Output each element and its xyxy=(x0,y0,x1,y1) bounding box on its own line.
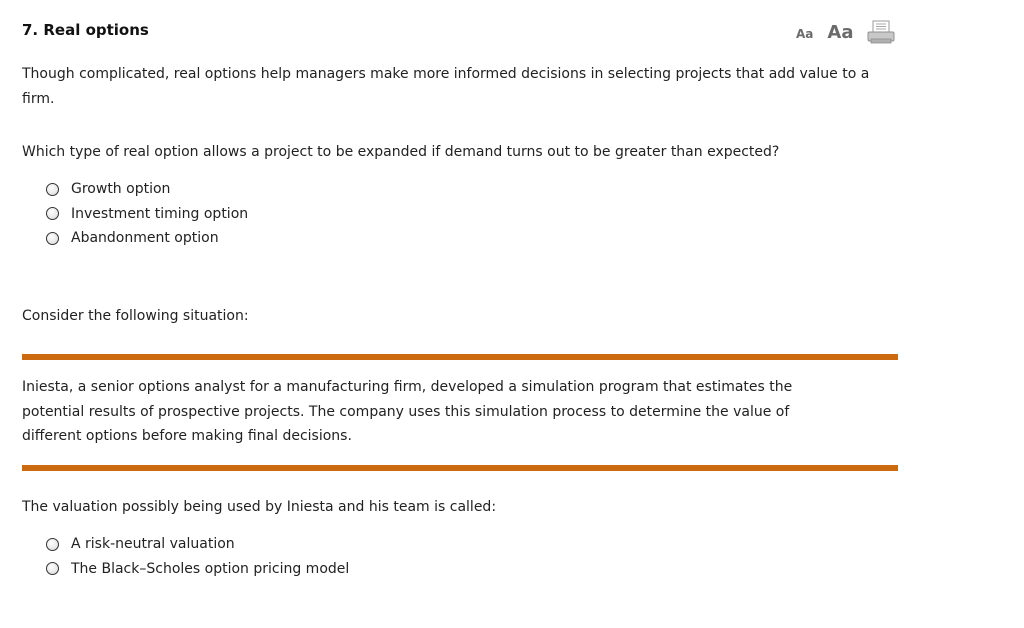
radio-button[interactable] xyxy=(46,538,59,551)
radio-button[interactable] xyxy=(46,562,59,575)
option-black-scholes[interactable] xyxy=(46,557,349,582)
option-label: Abandonment option xyxy=(71,230,219,247)
part2-prompt: The valuation possibly being used by Iniesta and his team is called: xyxy=(22,499,497,515)
situation-text: Iniesta, a senior options analyst for a manufacturing firm, developed a simulation program that estimates the potential results of prospective projects. The company uses this simulation process to determine the value of different options before making final decisions. xyxy=(22,379,793,444)
option-growth[interactable] xyxy=(46,177,248,202)
part1-options xyxy=(46,177,248,251)
font-size-increase-button[interactable]: Aa xyxy=(827,21,854,43)
question-title: 7. Real options xyxy=(22,21,149,39)
situation-lead: Consider the following situation: xyxy=(22,308,249,324)
option-label: Investment timing option xyxy=(71,205,249,222)
divider-top xyxy=(22,354,898,360)
option-investment-timing[interactable] xyxy=(46,202,248,227)
option-label: Growth option xyxy=(71,181,171,198)
toolbar xyxy=(796,18,895,46)
radio-button[interactable] xyxy=(46,183,59,196)
option-risk-neutral[interactable] xyxy=(46,532,349,557)
print-icon[interactable] xyxy=(867,20,895,44)
option-label: The Black–Scholes option pricing model xyxy=(71,560,350,577)
option-label: A risk-neutral valuation xyxy=(71,536,235,553)
font-size-decrease-button[interactable]: Aa xyxy=(796,27,814,41)
part1-prompt: Which type of real option allows a project to be expanded if demand turns out to be greater than expected? xyxy=(22,144,780,160)
divider-bottom xyxy=(22,465,898,471)
radio-button[interactable] xyxy=(46,207,59,220)
radio-button[interactable] xyxy=(46,232,59,245)
intro-text: Though complicated, real options help managers make more informed decisions in selecting projects that add value to a firm. xyxy=(22,66,870,107)
option-abandonment[interactable] xyxy=(46,226,248,251)
part2-options xyxy=(46,532,349,581)
